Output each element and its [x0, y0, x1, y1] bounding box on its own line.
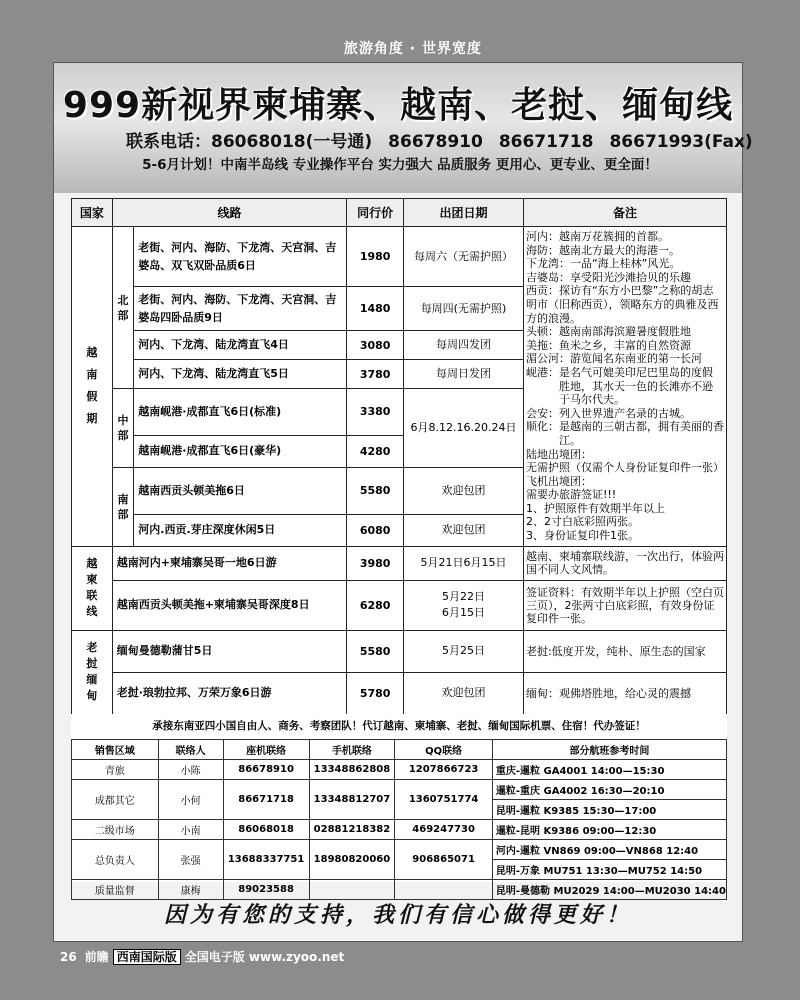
mobile-cell: 02881218382 — [309, 820, 395, 840]
contact-table — [71, 739, 727, 900]
ch-flights: 部分航班参考时间 — [492, 740, 726, 760]
country-vietnam: 越南假期 — [72, 227, 113, 547]
vietnam-notes: 河内：越南万花簇拥的首都。 海防：越南北方最大的海港一。 下龙湾：一品“海上桂林”风光。 吉婆岛：享受阳光沙滩拾贝的乐趣 西贡：探访有“东方小巴黎”之称的胡志 明市（旧称西贡），领略东方的典雅及西 方的浪漫。 头顿：越南南部海滨避暑度假胜地 美拖：鱼米之乡，丰富的自然资源 湄公河：游览闻名东南亚的第一长河 岘港：是名气可媲美印尼巴里岛的度假 胜地，其水天一色的长滩亦不逊 于马尔代夫。 会安：列入世界遗产名录的古城。 顺化：是越南的三朝古都，拥有美丽的香 江。 陆地出境团： 无需护照（仅需个人身份证复印件一张） 飞机出境团： 需要办旅游签证!!! 1、护照原件有效期半年以上 2、2寸白底彩照两张。 3、身份证复印件1张。 — [523, 227, 726, 547]
phone-2: 86678910 — [388, 132, 483, 152]
header-price: 同行价 — [347, 199, 404, 227]
tel-cell: 89023588 — [223, 880, 309, 900]
flight-cell: 昆明-曼德勒 MU2029 14:00—MU2030 14:40 — [492, 880, 726, 900]
top-tag: 旅游角度 · 世界宽度 — [343, 41, 482, 57]
top-bar — [0, 0, 800, 62]
area-cell: 质量监督 — [72, 880, 159, 900]
contact-row — [72, 820, 727, 840]
route-cell: 河内、下龙湾、陆龙湾直飞5日 — [134, 360, 347, 389]
contact-row — [72, 760, 727, 780]
routes-table — [71, 198, 727, 715]
ch-mobile: 手机联络 — [309, 740, 395, 760]
region-north: 北部 — [112, 227, 134, 389]
mobile-cell — [309, 880, 395, 900]
mobile-cell: 18980820060 — [309, 840, 395, 880]
price-cell: 3380 — [347, 389, 404, 436]
header-notes: 备注 — [523, 199, 726, 227]
date-cell: 欢迎包团 — [404, 514, 524, 546]
page-footer — [60, 948, 344, 966]
table-row — [72, 546, 727, 580]
region-south: 南部 — [112, 467, 134, 546]
area-cell: 成都其它 — [72, 780, 159, 820]
qq-cell — [395, 880, 493, 900]
tel-cell: 86068018 — [223, 820, 309, 840]
route-cell: 越南岘港·成都直飞6日(标准) — [134, 389, 347, 436]
price-cell: 3780 — [347, 360, 404, 389]
route-cell: 缅甸曼德勒蒲甘5日 — [112, 630, 347, 672]
person-cell: 张强 — [158, 840, 223, 880]
contact-label: 联系电话： — [126, 132, 211, 152]
contact-section — [71, 714, 727, 897]
ch-qq: QQ联络 — [395, 740, 493, 760]
date-cell: 每周四(无需护照) — [404, 287, 524, 331]
price-cell: 5580 — [347, 467, 404, 514]
date-cell: 每周日发团 — [404, 360, 524, 389]
route-cell: 河内、下龙湾、陆龙湾直飞4日 — [134, 331, 347, 360]
qq-cell: 1360751774 — [395, 780, 493, 820]
service-intro: 承接东南亚四小国自由人、商务、考察团队！代订越南、柬埔寨、老挝、缅甸国际机票、住宿！代办签证！ — [152, 720, 646, 732]
flight-cell: 重庆-暹粒 GA4001 14:00—15:30 — [492, 760, 726, 780]
visa-note: 签证资料：有效期半年以上护照（空白页三页），2张两寸白底彩照，有效身份证复印件一张。 — [523, 580, 726, 630]
flight-cell: 昆明-暹粒 K9385 15:30—17:00 — [492, 800, 726, 820]
flight-cell: 暹粒-重庆 GA4002 16:30—20:10 — [492, 780, 726, 800]
flight-row — [72, 780, 727, 800]
ad-header — [54, 63, 753, 193]
ad-panel — [53, 62, 753, 942]
price-cell: 6280 — [347, 580, 404, 630]
phone-3: 86671718 — [498, 132, 594, 152]
date-cell: 欢迎包团 — [404, 467, 524, 514]
country-laos-myanmar: 老挝缅甸 — [72, 630, 113, 714]
route-cell: 越南西贡头顿美拖+柬埔寨吴哥深度8日 — [112, 580, 347, 630]
route-cell: 越南西贡头顿美拖6日 — [134, 467, 347, 514]
date-cell: 5月25日 — [404, 630, 524, 672]
date-cell: 每周四发团 — [404, 331, 524, 360]
footer-slogan: 因为有您的支持，我们有信心做得更好！ — [163, 902, 632, 928]
qq-cell: 1207866723 — [395, 760, 493, 780]
route-cell: 河内.西贡.芽庄深度休闲5日 — [134, 514, 347, 546]
table-row — [72, 672, 727, 714]
price-cell: 5780 — [347, 672, 404, 714]
table-row — [72, 227, 727, 287]
edition-label: 西南国际版 — [113, 949, 181, 965]
contact-row — [72, 840, 727, 860]
tel-cell: 86671718 — [223, 780, 309, 820]
phone-fax: 86671993(Fax) — [609, 132, 753, 152]
contact-line — [126, 127, 769, 152]
price-cell: 4280 — [347, 435, 404, 467]
area-cell: 总负责人 — [72, 840, 159, 880]
date-cell: 每周六（无需护照） — [404, 227, 524, 287]
page-number: 26 — [60, 950, 77, 964]
route-cell: 老街、河内、海防、下龙湾、天宫洞、吉婆岛、双飞双卧品质6日 — [134, 227, 347, 287]
flight-cell: 昆明-万象 MU751 13:30—MU752 14:50 — [492, 860, 726, 880]
header-country: 国家 — [72, 199, 113, 227]
qq-cell: 469247730 — [395, 820, 493, 840]
route-cell: 越南岘港·成都直飞6日(豪华) — [134, 435, 347, 467]
route-cell: 老挝·琅勃拉邦、万荣万象6日游 — [112, 672, 347, 714]
header-route: 线路 — [112, 199, 347, 227]
tel-cell: 86678910 — [223, 760, 309, 780]
table-header-row — [72, 199, 727, 227]
flight-cell: 河内-暹粒 VN869 09:00—VN868 12:40 — [492, 840, 726, 860]
mobile-cell: 13348862808 — [309, 760, 395, 780]
date-cell: 5月22日 6月15日 — [404, 580, 524, 630]
ch-tel: 座机联络 — [223, 740, 309, 760]
table-row — [72, 580, 727, 630]
price-cell: 1980 — [347, 227, 404, 287]
myanmar-note: 缅甸：观佛塔胜地，给心灵的震撼 — [523, 672, 726, 714]
price-cell: 3980 — [347, 546, 404, 580]
phone-1: 86068018(一号通) — [211, 132, 373, 152]
contact-header-row — [72, 740, 727, 760]
website[interactable]: 全国电子版 www.zyoo.net — [184, 950, 345, 964]
flight-cell: 暹粒-昆明 K9386 09:00—12:30 — [492, 820, 726, 840]
route-cell: 老街、河内、海防、下龙湾、天宫洞、吉婆岛四卧品质9日 — [134, 287, 347, 331]
ch-area: 销售区域 — [72, 740, 159, 760]
price-cell: 6080 — [347, 514, 404, 546]
magazine-brand: 前瞻 — [84, 950, 109, 964]
price-cell: 3080 — [347, 331, 404, 360]
person-cell: 小何 — [158, 780, 223, 820]
slogan: 5-6月计划！中南半岛线 专业操作平台 实力强大 品质服务 更用心、更专业、更全面！ — [142, 157, 658, 173]
mobile-cell: 13348812707 — [309, 780, 395, 820]
date-cell: 6月8.12.16.20.24日 — [404, 389, 524, 468]
route-cell: 越南河内+柬埔寨吴哥一地6日游 — [112, 546, 347, 580]
person-cell: 小陈 — [158, 760, 223, 780]
ch-person: 联络人 — [158, 740, 223, 760]
laos-note: 老挝:低度开发，纯朴、原生态的国家 — [523, 630, 726, 672]
contact-row — [72, 880, 727, 900]
person-cell: 小南 — [158, 820, 223, 840]
price-cell: 5580 — [347, 630, 404, 672]
ad-title: 999新视界柬埔寨、越南、老挝、缅甸线 — [62, 85, 734, 126]
date-cell: 5月21日6月15日 — [404, 546, 524, 580]
area-cell: 青旅 — [72, 760, 159, 780]
area-cell: 二级市场 — [72, 820, 159, 840]
header-date: 出团日期 — [404, 199, 524, 227]
qq-cell: 906865071 — [395, 840, 493, 880]
table-row — [72, 630, 727, 672]
country-cambodia: 越柬联线 — [72, 546, 113, 630]
person-cell: 康梅 — [158, 880, 223, 900]
date-cell: 欢迎包团 — [404, 672, 524, 714]
region-central: 中部 — [112, 389, 134, 468]
tel-cell: 13688337751 — [223, 840, 309, 880]
cambodia-note: 越南、柬埔寨联线游，一次出行，体验两国不同人文风情。 — [523, 546, 726, 580]
price-cell: 1480 — [347, 287, 404, 331]
